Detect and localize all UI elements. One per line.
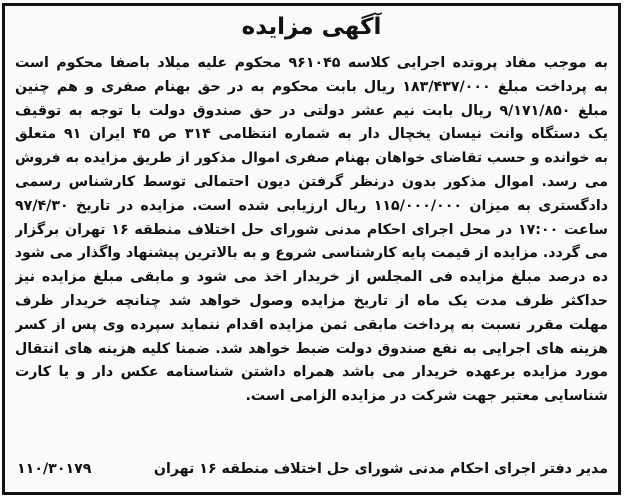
signature-line: مدیر دفتر اجرای احکام مدنی شورای حل اختلاف منطقه ۱۶ تهران — [153, 461, 608, 477]
notice-line: ده درصد مبلغ مزایده فی المجلس از خریدار اخذ می شود و مابقی مبلغ مزایده نیز — [15, 269, 608, 286]
notice-line: به خوانده و حسب تقاضای خواهان بهنام صفری اموال مذکور از طریق مزایده به فروش — [15, 150, 608, 167]
ad-code: ۱۱۰/۳۰۱۷۹ — [17, 461, 92, 477]
notice-line: حداکثر ظرف مدت یک ماه از تاریخ مزایده وصول خواهد شد چنانچه خریدار ظرف — [15, 292, 608, 309]
notice-line: یک دستگاه وانت نیسان یخچال دار به شماره انتظامی ۳۱۴ ص ۴۵ ایران ۹۱ متعلق — [15, 126, 608, 143]
notice-line: مهلت مقرر نسبت به پرداخت مابقی ثمن مزایده اقدام ننماید سپرده وی پس از کسر — [15, 316, 608, 333]
notice-frame — [2, 3, 621, 495]
notice-line: ساعت ۱۷:۰۰ در محل اجرای احکام مدنی شورای حل اختلاف منطقه ۱۶ تهران برگزار — [15, 221, 608, 238]
notice-line: شناسایی معتبر جهت شرکت در مزایده الزامی است. — [245, 388, 608, 405]
notice-line: به پرداخت مبلغ ۱۸۳/۴۳۷/۰۰۰ ریال بابت محکوم به در حق بهنام صفری و هم چنین — [15, 78, 608, 95]
notice-title: آگهی مزایده — [241, 14, 382, 40]
notice-line: دادگستری به میزان ۱۱۵/۰۰۰/۰۰۰ ریال ارزیابی شده است. مزایده در تاریخ ۹۷/۴/۳۰ — [15, 197, 608, 214]
notice-line: مبلغ ۹/۱۷۱/۸۵۰ ریال بابت نیم عشر دولتی در حق صندوق دولت با توجه به توقیف — [15, 102, 608, 119]
notice-line: هزینه های اجرایی به نفع صندوق دولت ضبط خواهد شد. ضمنا کلیه هزینه های انتقال — [15, 340, 608, 357]
notice-body — [15, 52, 608, 409]
notice-line: می گردد. مزایده از قیمت پایه کارشناسی شروع و به بالاترین پیشنهاد واگذار می شود — [15, 245, 608, 262]
notice-line: به موجب مفاد پرونده اجرایی کلاسه ۹۶۱۰۴۵ محکوم علیه میلاد باصفا محکوم است — [15, 55, 608, 71]
notice-line: می رسد. اموال مذکور بدون درنظر گرفتن دیون احتمالی توسط کارشناس رسمی — [15, 173, 608, 190]
notice-line: مورد مزایده برعهده خریدار می باشد همراه داشتن شناسنامه عکس دار و یا کارت — [15, 364, 608, 381]
